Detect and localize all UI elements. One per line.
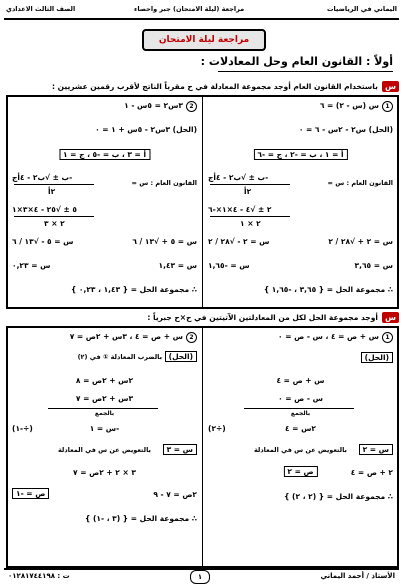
q2-right-equations: س + ص = ٤ ، س - ص = ٠ — [278, 332, 379, 341]
question-1-divider — [202, 97, 203, 307]
question-2-frame — [6, 326, 399, 568]
q1-right-law-numerator: -ب ± √ب٢ - ٤أج — [208, 173, 269, 182]
q2-left-number: 2 — [186, 332, 197, 343]
q1-right-equation: س (س - ٢) = ٦ — [319, 101, 379, 110]
q1-right-solution-label: (الحل) — [368, 125, 393, 134]
q2-left-line-4: ٣ × ٢ + ٢ص = ٧ — [73, 468, 136, 477]
header-subject: اليماني في الرياضيات — [327, 5, 397, 13]
page-title: مراجعة ليلة الامتحان — [142, 29, 266, 51]
footer-phone: ت : ٠١٢٨١٧٤٤١٩٨ — [8, 572, 70, 580]
q1-left-law-denominator: ٢أ — [48, 187, 56, 196]
q2-right-line-4: ٢ + ص = ٤ — [350, 468, 393, 477]
q1-left-root-2: س = ٥ - √١٣ / ٦ — [12, 237, 74, 246]
header-topic: مراجعة (ليلة الامتحان) جبر واحصاء — [134, 5, 245, 13]
q2-left-line-5: ٢ص = ٧ - ٩ — [153, 490, 197, 499]
q2-left-equations: س + ص = ٤ ، ٣س + ٢ص = ٧ — [69, 332, 183, 341]
q1-right-substituted-fraction-bar — [210, 216, 290, 217]
footer-teacher: الأستاذ / أحمد اليماني — [320, 572, 395, 580]
q2-right-add-label: بالجمع — [290, 410, 311, 417]
q1-right-coefficients: أ = ١ ، ب = -٢ ، ج = -٦ — [253, 149, 347, 160]
q2-left-multiply-note: بالضرب المعادلة ① في (٢) — [77, 353, 163, 361]
question-1-text: باستخدام القانون العام أوجد مجموعة المعادلة في ح مقرباً الناتج لأقرب رقمين عشريين : — [52, 82, 378, 91]
section-title: أولاً : القانون العام وحل المعادلات : — [200, 55, 393, 68]
question-2-heading — [147, 312, 399, 323]
q1-right-law-denominator: ٢أ — [244, 187, 252, 196]
worksheet-page — [4, 3, 399, 585]
q1-left-coefficients: أ = ٣ ، ب = -٥ ، ج = ١ — [59, 149, 150, 160]
q2-left-line-3: -س = ١ — [89, 424, 120, 433]
q2-left-divide-note: (÷-١) — [12, 424, 33, 433]
question-1-heading — [52, 81, 399, 92]
q1-left-equation: ٣س٢ = ٥س - ١ — [124, 101, 183, 110]
q1-left-value-1: س = ١,٤٣ — [158, 261, 197, 270]
question-1-badge: س — [382, 81, 399, 92]
q2-left-result-y: ص = -١ — [12, 488, 49, 499]
q1-left-substituted-numerator: ٥ ± √٢٥ - ٤×٣×١ — [12, 205, 77, 214]
q2-right-addition-rule — [244, 408, 354, 409]
q1-right-standard-form: س٢ - ٢س - ٦ = ٠ — [298, 125, 367, 134]
header-grade: الصف الثالث الاعدادي — [6, 5, 76, 13]
q1-left-law-numerator: -ب ± √ب٢ - ٤أج — [12, 173, 73, 182]
q2-left-line-1: ٢س + ٢ص = ٨ — [75, 376, 134, 385]
q1-right-column — [204, 97, 397, 307]
header-divider — [4, 18, 399, 20]
q2-right-divide-note: (÷٢) — [208, 424, 226, 433]
section-title-underline — [218, 71, 393, 72]
q2-left-column — [8, 328, 201, 566]
q1-right-value-2: س = -١,٦٥ — [208, 261, 250, 270]
q1-right-substituted-numerator: ٢ ± √٤ - ٤×١×-٦ — [208, 205, 272, 214]
q2-left-solution-set: ∴ مجموعة الحل = { (٣ ، -١) } — [85, 514, 197, 523]
q1-left-law-label: القانون العام : س = — [131, 179, 197, 187]
q2-left-add-label: بالجمع — [94, 410, 115, 417]
page-header — [4, 3, 399, 17]
q1-right-number: 1 — [382, 101, 393, 112]
question-1-frame — [6, 95, 399, 309]
q2-left-line-2: ٣س + ٢ص = ٧ — [75, 394, 134, 403]
q1-left-column — [8, 97, 201, 307]
q1-right-value-1: س = ٣,٦٥ — [354, 261, 393, 270]
q1-right-solution-set: ∴ مجموعة الحل = { ٣,٦٥ ، -١,٦٥ } — [263, 285, 393, 294]
q2-left-solution-label: (الحل) — [165, 351, 197, 362]
q1-left-law-fraction-bar — [14, 184, 94, 185]
q2-right-result-x: س = ٢ — [359, 444, 393, 455]
q2-left-substitution-text: بالتعويض عن س في المعادلة — [57, 446, 151, 454]
q2-right-solution-label: (الحل) — [361, 352, 393, 363]
q2-right-line-3: ٢س = ٤ — [284, 424, 317, 433]
q1-left-value-2: س = ٠,٢٣ — [12, 261, 51, 270]
q1-left-substituted-denominator: ٢ × ٣ — [44, 219, 65, 228]
q1-left-solution-set: ∴ مجموعة الحل = { ١,٤٣ ، ٠,٢٣ } — [70, 285, 197, 294]
q2-right-line-2: س - ص = ٠ — [278, 394, 323, 403]
question-2-badge: س — [382, 312, 399, 323]
q2-right-substitution-text: بالتعويض عن س في المعادلة — [253, 446, 347, 454]
question-2-divider — [202, 328, 203, 566]
q1-right-root-1: س = ٢ + √٢٨ / ٢ — [328, 237, 393, 246]
q1-right-root-2: س = ٢ - √٢٨ / ٢ — [208, 237, 270, 246]
q1-right-substituted-denominator: ٢ × ١ — [240, 219, 261, 228]
q1-left-standard-form: ٣س٢ - ٥س + ١ = ٠ — [95, 125, 171, 134]
q2-right-number: 1 — [382, 332, 393, 343]
question-2-text: أوجد مجموعة الحل لكل من المعادلتين الآتيتين في ح×ح جبرياً : — [147, 313, 378, 322]
q2-left-addition-rule — [48, 408, 158, 409]
q2-right-result-y: ص = ٢ — [283, 466, 317, 477]
page-number: ١ — [190, 570, 210, 584]
q1-left-number: 2 — [186, 101, 197, 112]
q2-right-solution-set: ∴ مجموعة الحل = { (٢ ، ٢) } — [284, 492, 393, 501]
q1-left-solution-label: (الحل) — [172, 125, 197, 134]
q2-right-column — [204, 328, 397, 566]
q1-right-law-fraction-bar — [210, 184, 290, 185]
q1-left-substituted-fraction-bar — [14, 216, 94, 217]
q1-right-law-label: القانون العام : س = — [327, 179, 393, 187]
q2-right-line-1: س + ص = ٤ — [276, 376, 325, 385]
q2-left-result-x: س = ٣ — [163, 444, 197, 455]
q1-left-root-1: س = ٥ + √١٣ / ٦ — [132, 237, 197, 246]
